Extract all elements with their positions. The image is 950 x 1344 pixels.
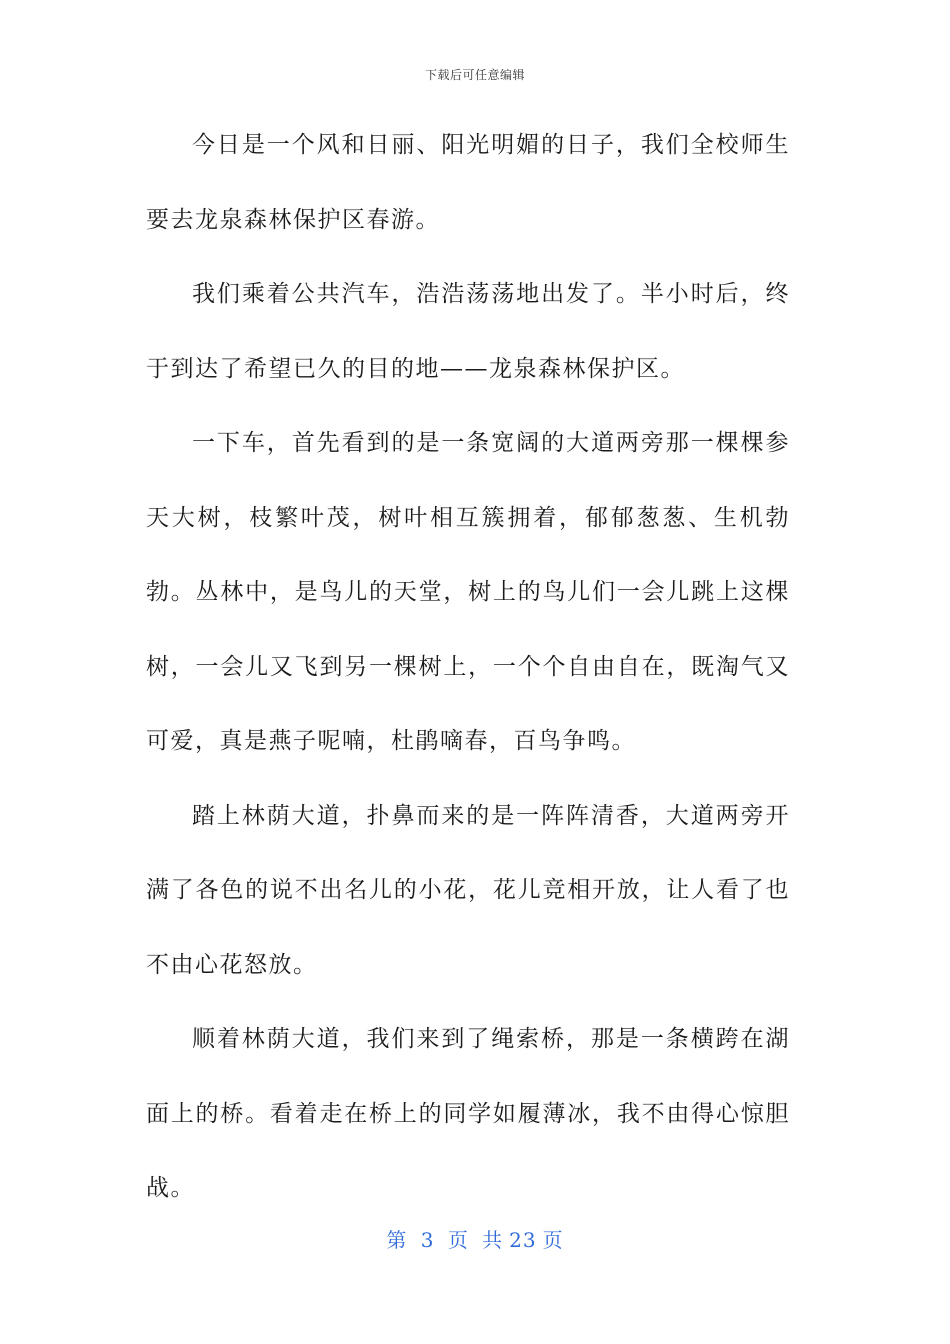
total-page-count: 23 xyxy=(509,1228,537,1252)
footer-prefix: 第 xyxy=(386,1228,408,1252)
document-body xyxy=(146,108,790,1226)
paragraph-1: 今日是一个风和日丽、阳光明媚的日子，我们全校师生要去龙泉森林保护区春游。 xyxy=(146,132,790,233)
paragraph-3: 一下车，首先看到的是一条宽阔的大道两旁那一棵棵参天大树，枝繁叶茂，树叶相互簇拥着，郁郁葱葱、生机勃勃。丛林中，是鸟儿的天堂，树上的鸟儿们一会儿跳上这棵树，一会儿又飞到另一棵树上，一个个自由自在，既淘气又可爱，真是燕子呢喃，杜鹃嘀春，百鸟争鸣。 xyxy=(146,430,790,754)
paragraph-4: 踏上林荫大道，扑鼻而来的是一阵阵清香，大道两旁开满了各色的说不出名儿的小花，花儿竞相开放，让人看了也不由心花怒放。 xyxy=(146,802,790,978)
footer-total-word: 共 xyxy=(482,1228,504,1252)
paragraph-2: 我们乘着公共汽车，浩浩荡荡地出发了。半小时后，终于到达了希望已久的目的地——龙泉森林保护区。 xyxy=(146,281,790,382)
current-page-number: 3 xyxy=(420,1228,435,1252)
footer-page-word: 页 xyxy=(447,1228,469,1252)
paragraph-5: 顺着林荫大道，我们来到了绳索桥，那是一条横跨在湖面上的桥。看着走在桥上的同学如履薄冰，我不由得心惊胆战。 xyxy=(146,1026,790,1201)
footer-suffix: 页 xyxy=(542,1228,564,1252)
header-note: 下载后可任意编辑 xyxy=(424,68,525,82)
page-number-footer xyxy=(0,1224,950,1253)
